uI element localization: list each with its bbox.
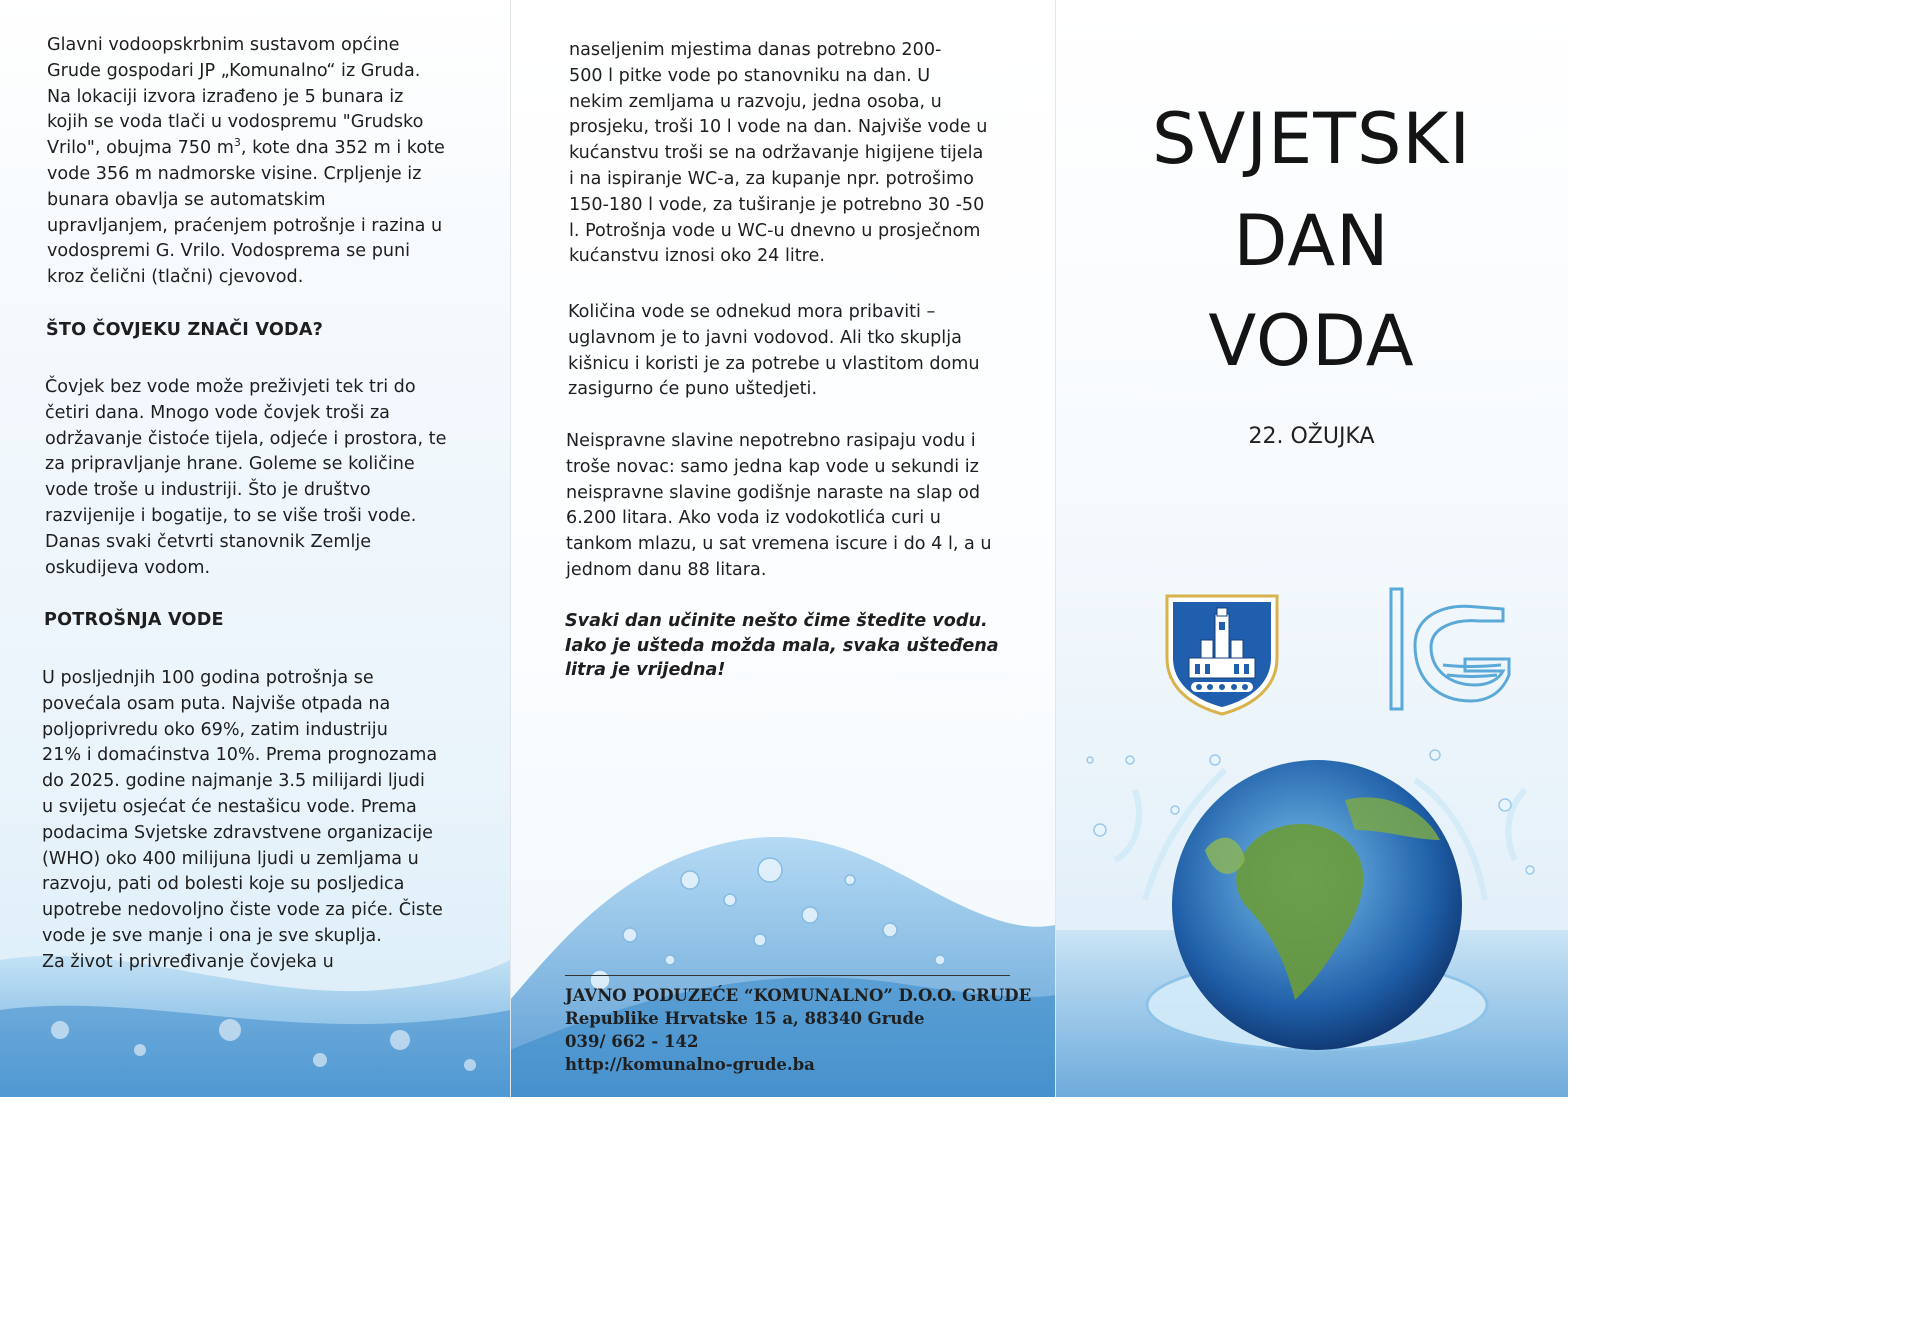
paragraph-water-supply: Količina vode se odnekud mora pribaviti – uglavnom je to javni vodovod. Ali tko skuplja kišnicu i koristi je za potrebe u vlastitom domu zasigurno će puno uštedjeti. (568, 302, 980, 400)
footer-phone: 039/ 662 - 142 (565, 1032, 699, 1051)
paragraph-household-use: naseljenim mjestima danas potrebno 200- 500 l pitke vode po stanovniku na dan. U nekim zemljama u razvoju, jedna osoba, u prosjeku, troši 10 l vode na dan. Najviše vode u kućanstvu troši se na održavanje higijene tijela i na ispiranje WC-a, za kupanje npr. potrošimo 150-180 l vode, za tuširanje je potrebno 30 -50 l. Potrošnja vode u WC-u dnevno u prosječnom kućanstvu iznosi oko 24 litre. (569, 40, 988, 267)
footer-website: http://komunalno-grude.ba (565, 1055, 815, 1074)
coat-of-arms-icon (1157, 588, 1287, 718)
title-line-3: VODA (1208, 300, 1415, 382)
paragraph-leaky-taps: Neispravne slavine nepotrebno rasipaju vodu i troše novac: samo jedna kap vode u sekundi iz neispravne slavine godišnje naraste na slap od 6.200 litara. Ako voda iz vodokotlića curi u tankom mlazu, u sat vremena iscure i do 4 l, a u jednom danu 88 litara. (566, 431, 992, 580)
heading-water-consumption: POTROŠNJA VODE (44, 610, 224, 630)
title-line-2: DAN (1233, 200, 1390, 282)
footer-address: Republike Hrvatske 15 a, 88340 Grude (565, 1009, 925, 1028)
slogan: Svaki dan učinite nešto čime štedite vodu. Iako je ušteda možda mala, svaka ušteđena litra je vrijedna! (565, 611, 999, 680)
intro-paragraph: Glavni vodoopskrbnim sustavom općine Grude gospodari JP „Komunalno“ iz Gruda. Na lokaciji izvora izrađeno je 5 bunara iz kojih se voda tlači u vodospremu "Grudsko Vrilo", obujma 750 $m^3$, kote dna 352 m i kote vode 356 m nadmorske visine. Crpljenje iz bunara obavlja se automatskim upravljanjem, praćenjem potrošnje i razina u vodospremi G. Vrilo. Vodosprema se puni kroz čelični (tlačni) cjevovod. (47, 35, 445, 288)
paragraph-consumption: U posljednjih 100 godina potrošnja se povećala osam puta. Najviše otpada na poljoprivredu oko 69%, zatim industriju 21% i domaćinstva 10%. Prema prognozama do 2025. godine najmanje 3.5 milijardi ljudi u svijetu osjećat će nestašicu vode. Prema podacima Svjetske zdravstvene organizacije (WHO) oko 400 milijuna ljudi u zemljama u razvoju, pati od bolesti koje su posljedica upotrebe nedovoljno čiste vode za piće. Čiste vode je sve manje i ona je sve skuplja. Za život i privređivanje čovjeka u (42, 668, 443, 972)
company-logo-icon (1385, 585, 1515, 715)
footer-company: JAVNO PODUZEĆE “KOMUNALNO” D.O.O. GRUDE (565, 986, 1032, 1005)
fold-line (510, 0, 511, 1097)
event-date: 22. OŽUJKA (1248, 424, 1375, 449)
footer-divider (565, 975, 1010, 976)
heading-what-water-means: ŠTO ČOVJEKU ZNAČI VODA? (46, 320, 324, 340)
title-line-1: SVJETSKI (1152, 98, 1471, 180)
paragraph-water-meaning: Čovjek bez vode može preživjeti tek tri do četiri dana. Mnogo vode čovjek troši za održavanje čistoće tijela, odjeće i prostora, te za pripravljanje hrane. Goleme se količine vode troše u industriji. Što je društvo razvijenije i bogatije, to se više troši vode. Danas svaki četvrti stanovnik Zemlje oskudijeva vodom. (45, 377, 447, 578)
